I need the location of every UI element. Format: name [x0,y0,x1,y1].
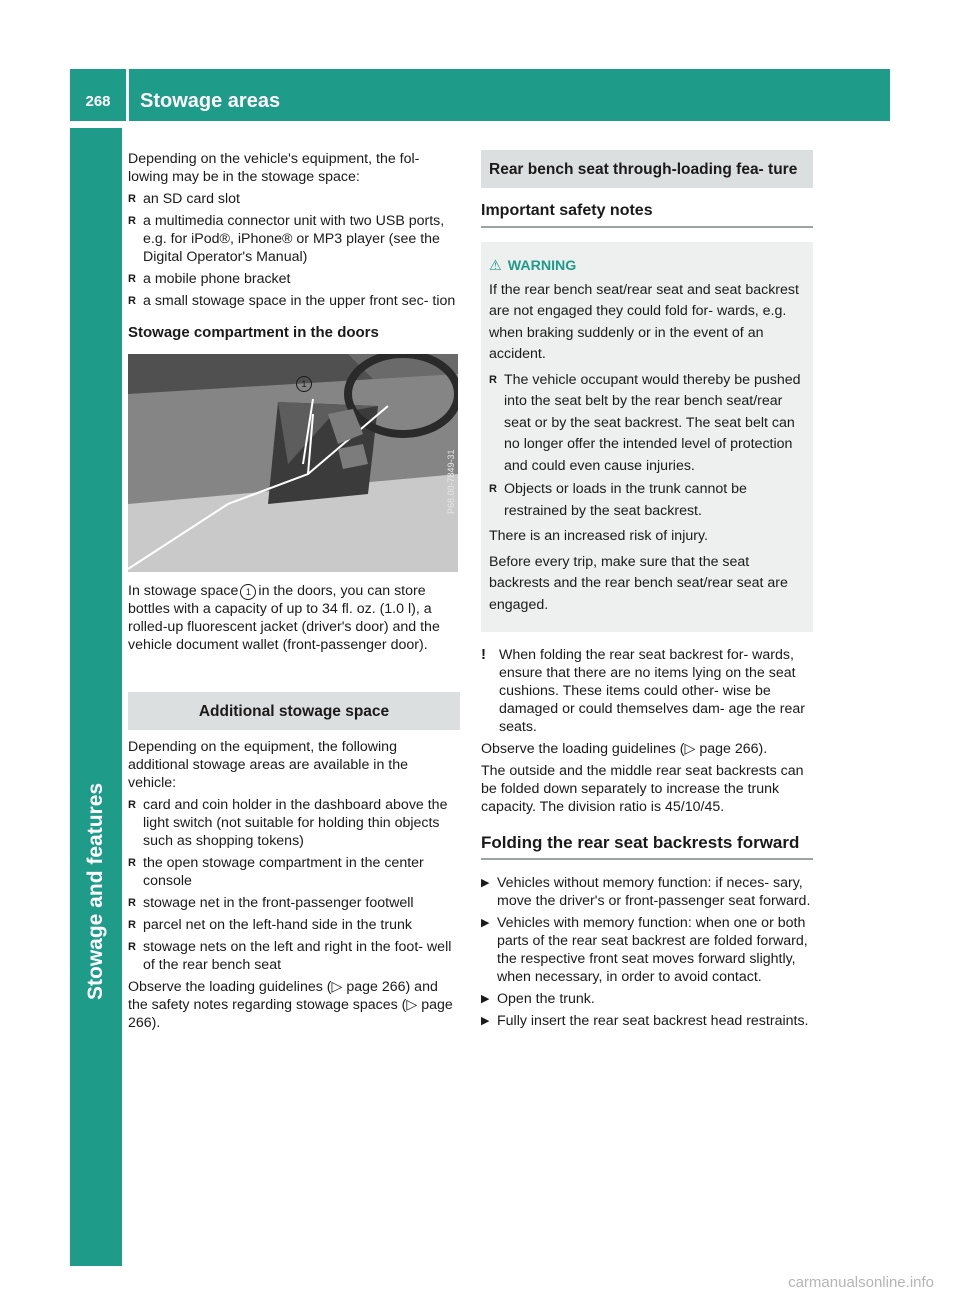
bullet-icon: R [489,483,497,495]
warning-title: ⚠ WARNING [489,258,577,274]
left-column [128,150,460,1036]
door-illustration [128,354,458,572]
warning-list [489,370,805,523]
bullet-icon: R [128,799,136,811]
bullet-icon: R [128,857,136,869]
bullet-icon: R [128,215,136,227]
step-arrow-icon: ▶ [481,877,490,889]
list-item: R stowage nets on the left and right in the foot- well of the rear bench seat [128,939,452,973]
step-item: ▶ Vehicles with memory function: when one or both parts of the rear seat backrest are folded forward, the respective front seat moves forward slightly, when necessary, in order to avoid contact. [481,915,808,985]
right-column [481,150,813,1034]
division-text: The outside and the middle rear seat backrests can be folded down separately to increase the trunk capacity. The division ratio is 45/10/45. [481,763,804,815]
step-arrow-icon: ▶ [481,993,490,1005]
bullet-icon: R [128,193,136,205]
list-item: R an SD card slot [128,191,240,207]
folding-heading: Folding the rear seat backrests forward [481,834,813,860]
page-number: 268 [85,93,111,110]
figure-code: P68.00-7849-31 [446,449,456,514]
door-stowage-photo [128,354,458,572]
note: ! When folding the rear seat backrest for- wards, ensure that there are no items lying on the seat cushions. These items could other- wise be damaged or could themselves dam- age the rear seats. [481,646,805,735]
step-arrow-icon: ▶ [481,917,490,929]
list-item: R card and coin holder in the dashboard above the light switch (not suitable for holding thin objects such as shopping tokens) [128,797,448,849]
callout-icon: 1 [240,584,256,600]
observe-text: Observe the loading guidelines (▷ page 266). [481,741,768,757]
doors-heading: Stowage compartment in the doors [128,324,379,341]
side-tab [70,128,122,1214]
list-item: R a multimedia connector unit with two USB ports, e.g. for iPod®, iPhone® or MP3 player (see the Digital Operator's Manual) [128,213,445,265]
list-item: R stowage net in the front-passenger footwell [128,895,414,911]
step-item: ▶ Fully insert the rear seat backrest head restraints. [481,1013,809,1029]
warning-box [481,242,813,632]
list-item: R Objects or loads in the trunk cannot be restrained by the seat backrest. [489,481,747,519]
step-item: ▶ Open the trunk. [481,991,595,1007]
step-arrow-icon: ▶ [481,1015,490,1027]
additional-intro: Depending on the equipment, the following additional stowage areas are available in the vehicle: [128,739,408,791]
warning-advice: Before every trip, make sure that the seat backrests and the rear bench seat/rear seat are engaged. [489,553,788,613]
intro-text: Depending on the vehicle's equipment, the fol- lowing may be in the stowage space: [128,151,420,185]
additional-heading: Additional stowage space [128,692,460,730]
additional-list [128,796,460,974]
list-item: R The vehicle occupant would thereby be pushed into the seat belt by the rear bench seat/rear seat or by the seat backrest. The seat belt can no longer offer the intended level of protection and could even cause injuries. [489,371,801,474]
intro-list [128,190,460,310]
exclamation-icon: ! [481,646,486,663]
list-item: R parcel net on the left-hand side in the trunk [128,917,412,933]
list-item: R the open stowage compartment in the center console [128,855,424,889]
side-tab-footer-block [70,1214,122,1266]
watermark: carmanualsonline.info [788,1274,934,1291]
doors-text: In stowage space 1 in the doors, you can store bottles with a capacity of up to 34 fl. oz. (1.0 l), a rolled-up fluorescent jacket (driver's door) and the vehicle document wallet (front-passenger door). [128,583,440,653]
bullet-icon: R [128,295,136,307]
header-separator [126,69,129,121]
bullet-icon: R [128,941,136,953]
safety-notes-heading: Important safety notes [481,202,813,228]
through-loading-heading: Rear bench seat through-loading fea- ture [481,150,813,188]
bullet-icon: R [128,919,136,931]
list-item: R a mobile phone bracket [128,271,291,287]
warning-intro: If the rear bench seat/rear seat and seat backrest are not engaged they could fold for- wards, e.g. when braking suddenly or in the event of an accident. [489,281,799,362]
bullet-icon: R [128,273,136,285]
step-item: ▶ Vehicles without memory function: if neces- sary, move the driver's or front-passenger seat forward. [481,875,811,909]
list-item: R a small stowage space in the upper front sec- tion [128,293,456,309]
bullet-icon: R [489,373,497,386]
observe-text: Observe the loading guidelines (▷ page 266) and the safety notes regarding stowage spaces (▷ page 266). [128,979,453,1031]
warning-risk: There is an increased risk of injury. [489,528,708,544]
side-tab-label: Stowage and features [84,782,107,1000]
warning-triangle-icon: ⚠ [489,258,502,274]
figure-callout: 1 [296,376,312,392]
bullet-icon: R [128,897,136,909]
section-title: Stowage areas [140,90,281,112]
